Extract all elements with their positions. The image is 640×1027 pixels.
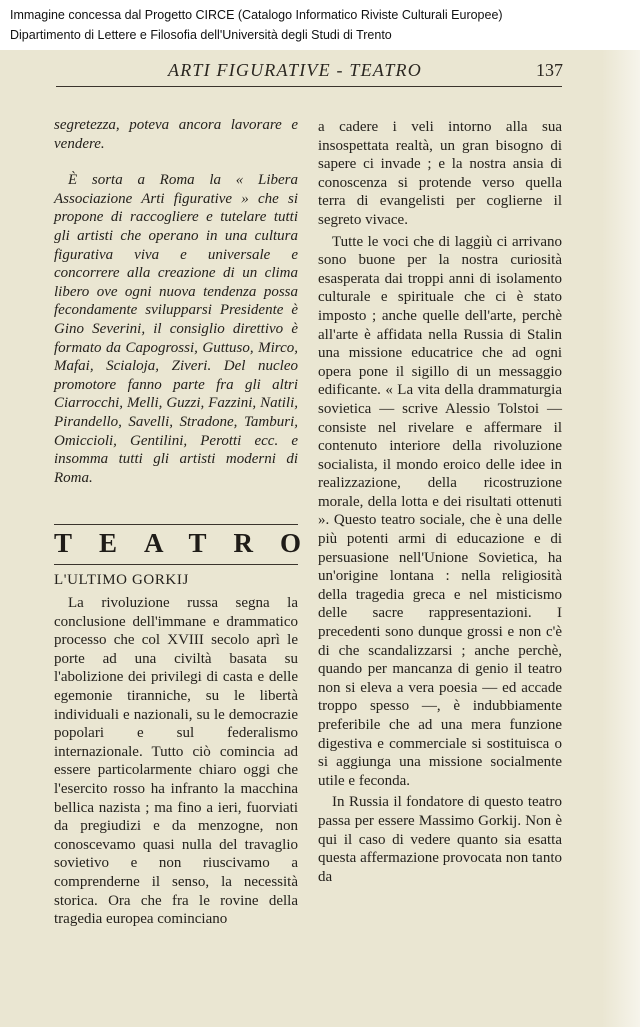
paragraph: La rivoluzione russa segna la conclusione dell'immane e drammatico processo che col XVIII secolo aprì le porte ad una civiltà basata su l'abolizione dei privilegi di casta e delle egemonie tiranniche, su le libertà individuali e nazionali, su le democrazie popolari e sul federalismo internazionale. Tutto ciò comincia ad essere particolarmente chiaro oggi che l'esercito rosso ha infranto la macchina bellica nazista ; ma fino a ieri, fuorviati da pregiudizi e da menzogne, non conoscevamo quasi nulla del travaglio sovietivo e non riuscivamo a comprenderne il senso, la necessità storica. Ora che fra le rovine della tragedia europea cominciano: [54, 595, 298, 928]
article-heading: L'ULTIMO GORKIJ: [54, 572, 189, 588]
banner-line-1: Immagine concessa dal Progetto CIRCE (Catalogo Informatico Riviste Culturali Europee): [10, 8, 503, 22]
left-column-top: [54, 116, 298, 487]
right-column: [318, 118, 562, 886]
section-rule-bottom: [54, 564, 298, 565]
running-title: ARTI FIGURATIVE - TEATRO: [168, 60, 422, 80]
paragraph: segretezza, poteva ancora lavorare e vendere.: [54, 117, 298, 152]
attribution-banner: [0, 0, 640, 50]
section-title: TEATRO: [54, 528, 329, 558]
paragraph: a cadere i veli intorno alla sua insospettata realtà, un gran bisogno di sapere ci invade ; e la nostra ansia di conoscenza si protende verso quella terra di evangelisti per coglierne il segreto vivace.: [318, 119, 562, 228]
paragraph: In Russia il fondatore di questo teatro passa per essere Massimo Gorkij. Non è qui il caso di vedere quanto sia esatta questa affermazione provocata non tanto da: [318, 794, 562, 885]
paragraph: Tutte le voci che di laggiù ci arrivano sono buone per la nostra curiosità esasperata dai troppi anni di isolamento culturale e spirituale che ci è stato imposto ; anche quelle dell'arte, perchè all'arte è affidata nella Russia di Stalin una missione educatrice che ad ogni opera pone il sigillo di un messaggio edificante. « La vita della drammaturgia sovietica — scrive Alessio Tolstoi — consiste nel rivelare e affermare il contenuto interiore della rivoluzione socialista, il mondo eroico delle idee in realizzazione, della ricostruzione morale, della lotta e dei risultati ottenuti ». Questo teatro sociale, che è una delle più potenti armi di educazione e di persuasione nell'Unione Sovietica, ha un'origine lontana : nella religiosità della tragedia greca e nel misticismo delle sacre rappresentazioni. I precedenti sono dunque grossi e non c'è di che scandalizzarsi ; anche perchè, quando per mancanza di genio il teatro non si eleva a vera poesia — ed accade troppo spesso —, è indubbiamente preferibile che ad una mera funzione digestiva e commerciale si sostituisca o si aggiunga una missione socialmente utile e feconda.: [318, 233, 562, 789]
left-column-article: [54, 594, 298, 929]
page-edge: [602, 50, 640, 1027]
page-number: 137: [536, 60, 563, 80]
paragraph: È sorta a Roma la « Libera Associazione Arti figurative » che si propone di raccogliere e tutelare tutti gli artisti che operano in una cultura figurativa viva e universale e concorrere alla creazione di un clima libero ove ogni nuova tendenza possa fecondamente svilupparsi Presidente è Gino Severini, il consiglio direttivo è formato da Capogrossi, Guttuso, Mirco, Mafai, Scialoja, Ziveri. Del nucleo promotore fanno parte fra gli altri Ciarrocchi, Melli, Guzzi, Fazzini, Natili, Pirandello, Savelli, Stradone, Tamburi, Omiccioli, Gentilini, Perotti ecc. e insomma tutti gli artisti moderni di Roma.: [54, 172, 298, 486]
header-rule: [56, 86, 562, 87]
banner-line-2: Dipartimento di Lettere e Filosofia dell'Università degli Studi di Trento: [10, 28, 392, 42]
section-rule-top: [54, 524, 298, 525]
